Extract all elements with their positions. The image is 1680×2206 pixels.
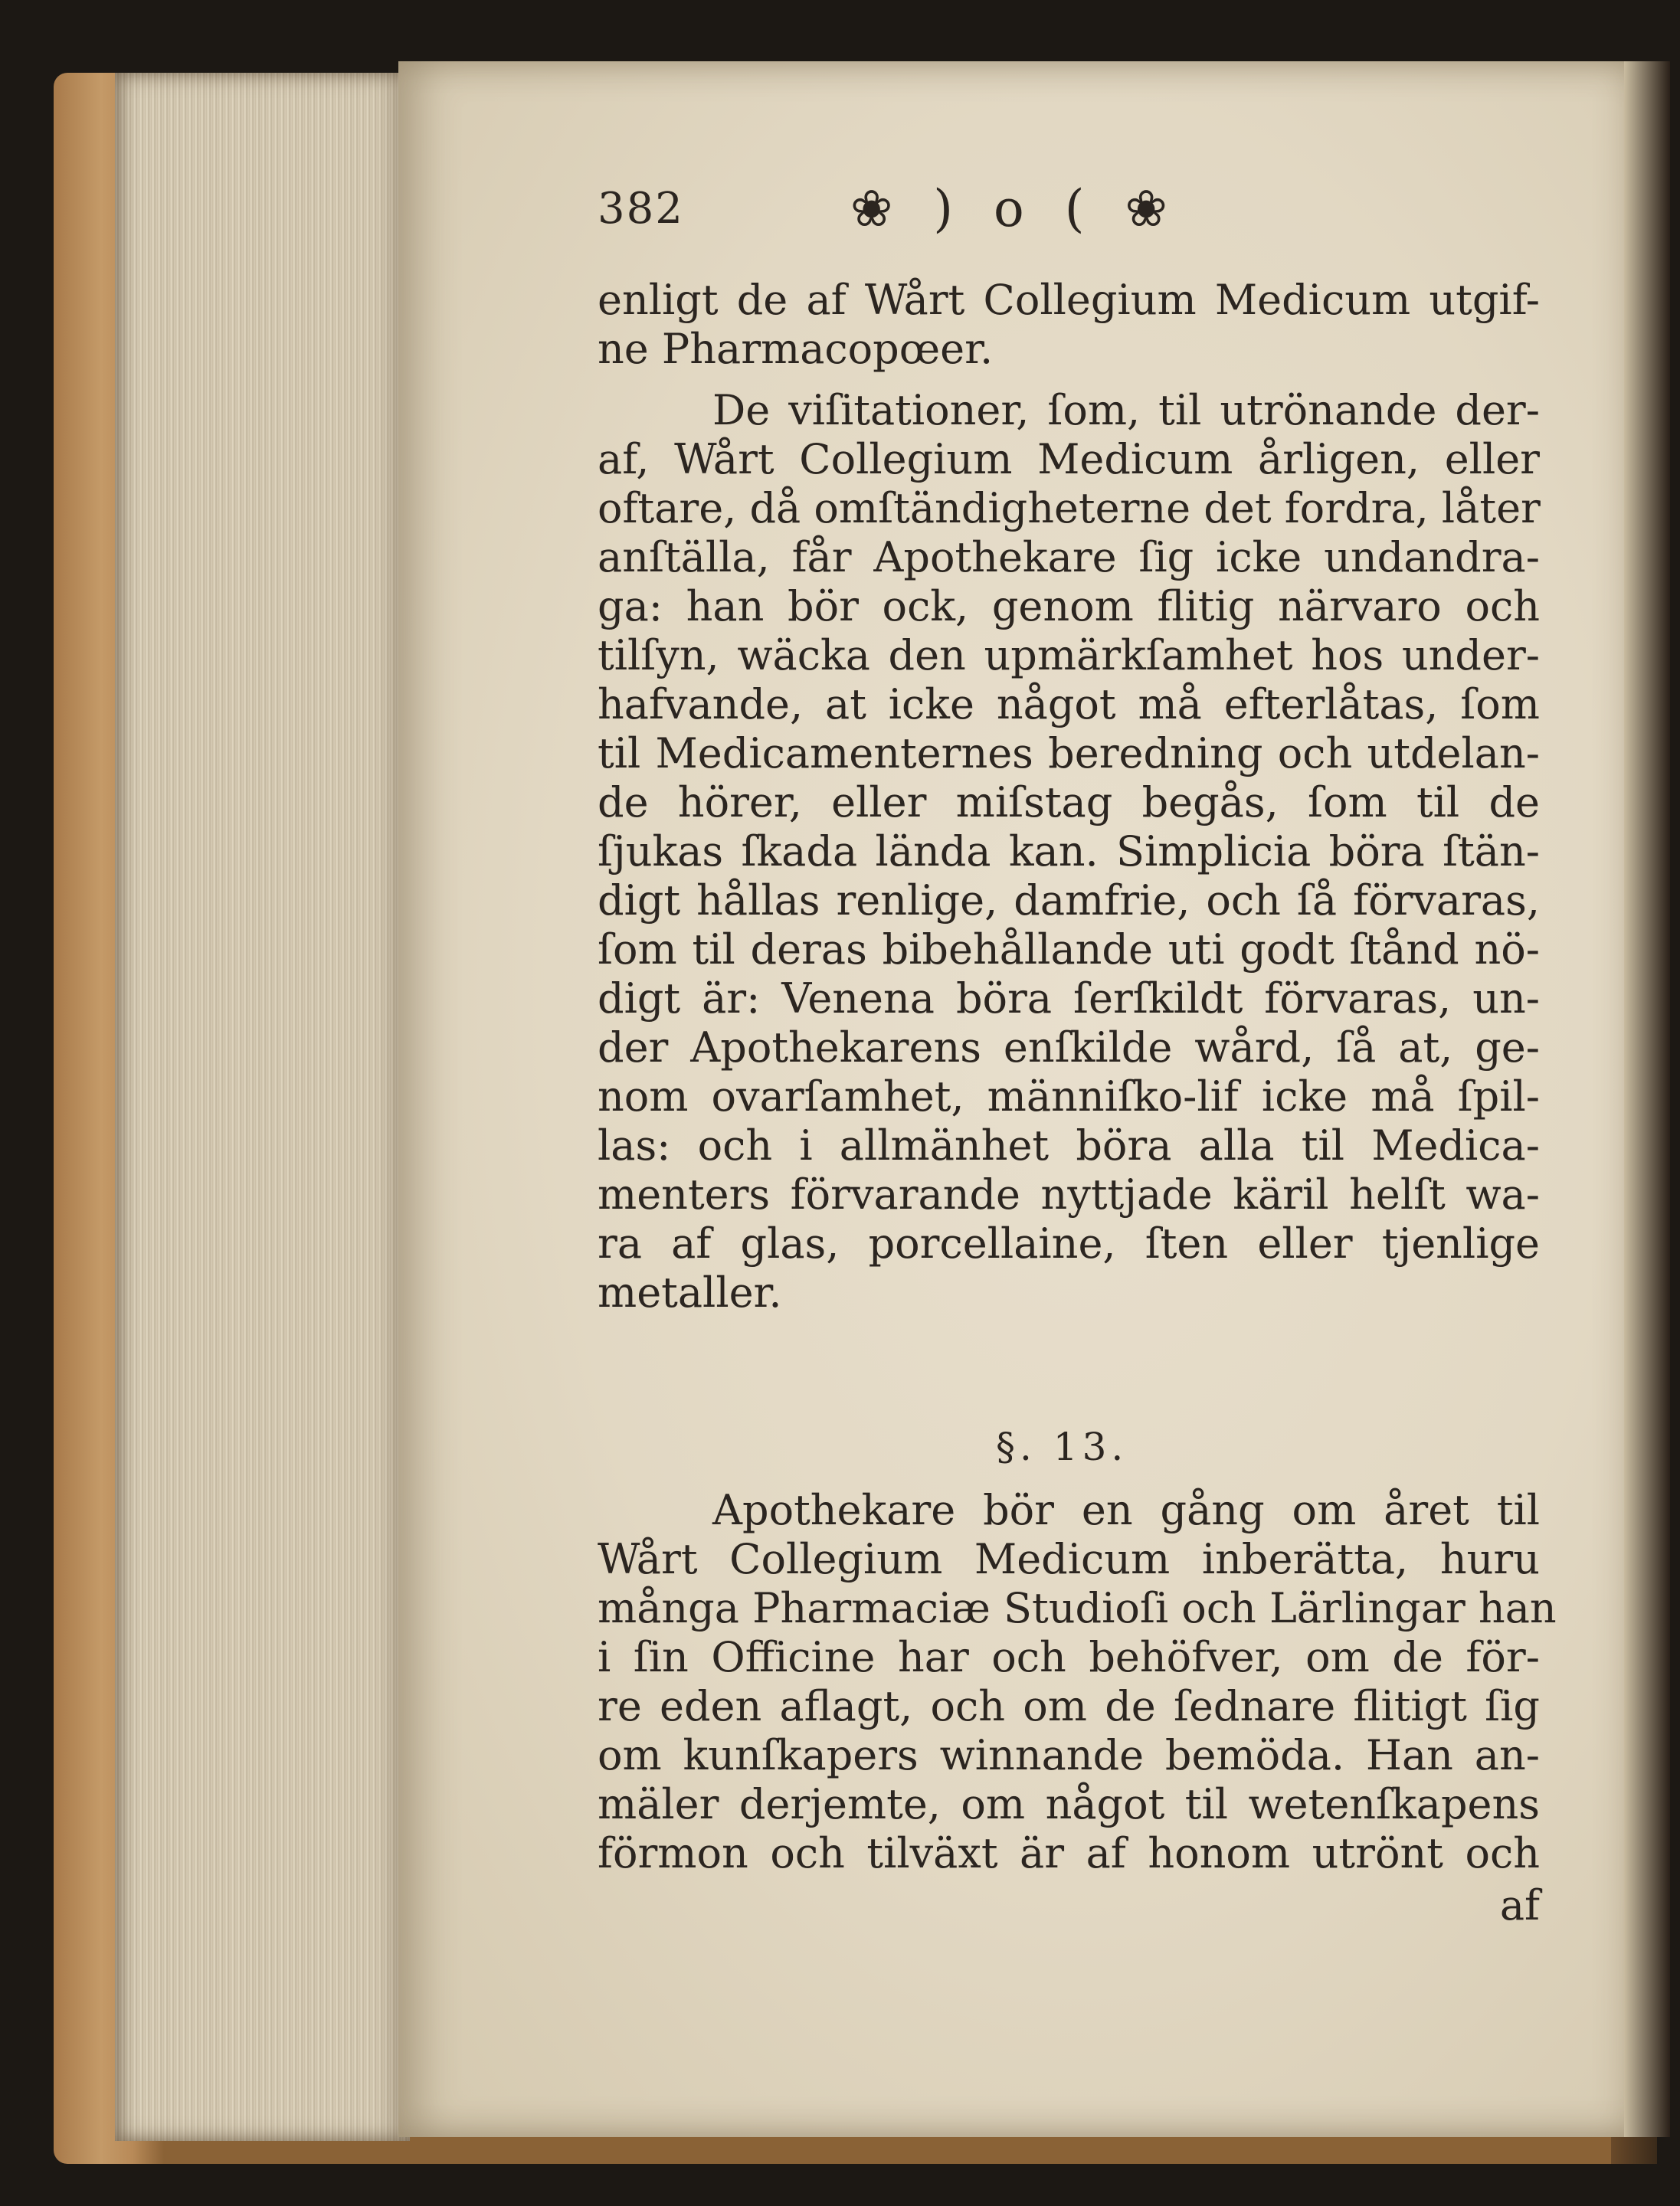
text-line: om kunſkapers winnande bemöda. Han an- — [598, 1731, 1540, 1779]
text-line: nom ovarſamhet, männiſko-lif icke må ſpil- — [598, 1072, 1540, 1121]
catchword: af — [1499, 1881, 1540, 1929]
text-line: de hörer, eller miſstag begås, ſom til de — [598, 778, 1540, 826]
text-line: många Pharmaciæ Studioſi och Lärlingar han — [598, 1584, 1557, 1632]
text-line: Apothekare bör en gång om året til — [712, 1486, 1540, 1534]
header-ornament: ❀ ) o ( ❀ — [850, 179, 1180, 238]
section-heading: §. 13. — [996, 1425, 1128, 1469]
text-line: hafvande, at icke något må efterlåtas, ſom — [598, 680, 1540, 728]
running-header — [598, 176, 1287, 245]
text-line: ſjukas ſkada lända kan. Simplicia böra ſtän- — [598, 827, 1540, 876]
text-line: De viſitationer, ſom, til utrönande der- — [712, 386, 1540, 434]
text-line: oftare, då omſtändigheterne det fordra, låter — [598, 484, 1541, 532]
text-line: enligt de af Wårt Collegium Medicum utgif- — [598, 276, 1540, 324]
text-line: mäler derjemte, om något til wetenſkapens — [598, 1780, 1540, 1828]
text-line: digt är: Venena böra ſerſkildt förvaras, un- — [598, 974, 1540, 1023]
text-line: ſom til deras bibehållande uti godt ſtånd nö- — [598, 925, 1540, 974]
text-line: ga: han bör ock, genom flitig närvaro och — [598, 582, 1540, 630]
text-line: ra af glas, porcellaine, ſten eller tjenlige — [598, 1219, 1540, 1268]
text-line: til Medicamenternes beredning och utdelan- — [598, 729, 1540, 777]
page-edges — [115, 73, 410, 2141]
text-line: der Apothekarens enſkilde wård, ſå at, ge- — [598, 1023, 1540, 1072]
text-line: i ſin Officine har och behöfver, om de för- — [598, 1633, 1540, 1681]
page-number: 382 — [598, 184, 684, 234]
text-line: re eden aflagt, och om de ſednare flitigt ſig — [598, 1682, 1540, 1730]
text-line: tilſyn, wäcka den upmärkſamhet hos under- — [598, 631, 1540, 679]
text-line: af, Wårt Collegium Medicum årligen, eller — [598, 435, 1540, 483]
text-line: Wårt Collegium Medicum inberätta, huru — [598, 1535, 1540, 1583]
text-line: förmon och tilväxt är af honom utrönt och — [598, 1829, 1540, 1877]
text-line: anſtälla, får Apothekare ſig icke undandra- — [598, 533, 1540, 581]
text-line: menters förvarande nyttjade käril helſt wa- — [598, 1170, 1540, 1219]
text-line: las: och i allmänhet böra alla til Medica- — [598, 1121, 1540, 1170]
text-line: metaller. — [598, 1268, 782, 1317]
text-line: digt hållas renlige, damfrie, och ſå förvaras, — [598, 876, 1540, 925]
page-gutter — [1624, 61, 1670, 2137]
text-line: ne Pharmacopœer. — [598, 325, 994, 373]
